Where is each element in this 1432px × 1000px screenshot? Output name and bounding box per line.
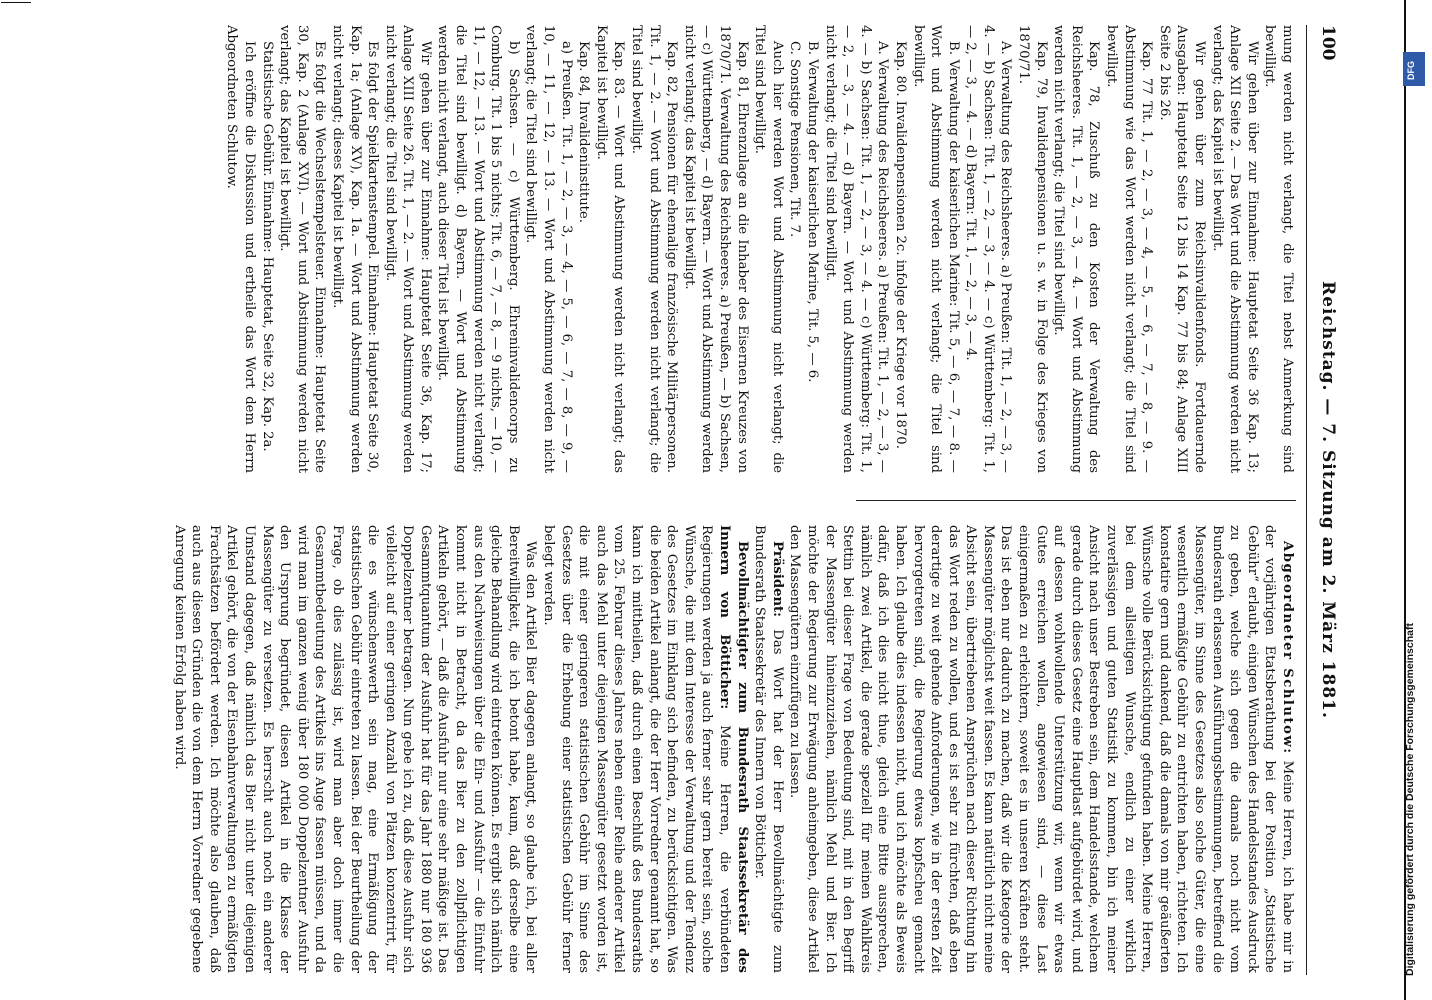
speech-boetticher-cont: Was den Artikel Bier dagegen anlangt, so glaube ich, bei aller Bereitwilligkeit, die ich betont habe, kaum, daß derselbe eine gleiche Behandlung wird eintreten können. Es ergibt sich nämlich aus den Nachweisungen über die Ein- und Ausfuhr — die Einfuhr kommt nicht in Betracht, da das Bier zu den zollpflichtigen Artikeln gehört, — daß die Ausfuhr nur eine sehr mäßige ist. Das Gesammtquantum der Ausfuhr hat für das Jahr 1880 nur 180 936 Doppelzentner betragen. Nun gebe ich zu, daß diese Ausfuhr sich vielleicht auf einer geringen Anzahl von Plätzen konzentrirt, für die es wünschenswerth sein mag, eine Ermäßigung der statistischen Gebühr eintreten zu lassen. Bei der Beurtheilung der Frage, ob dies zulässig ist, wird man aber doch immer die Gesammtbedeutung des Artikels ins Auge fassen müssen, und da wird man im ganzen wenig über 180 000 Doppelzentner Ausfuhr den Ursprung begründet, diesen Artikel in die Klasse der Massengüter zu versetzen. Es herrscht auch noch ein anderer Umstand dagegen, daß nämlich das Bier nicht unter diejenigen Artikel gehört, die von der Eisenbahnverwaltungen zu ermäßigten Frachtsätzen befördert werden. Ich möchte also glauben, daß auch aus diesen Gründen die von dem Herrn Vorredner gegebene Anregung keinen Erfolg haben wird. [171,525,539,973]
left-paragraph: Auch hier werden Wort und Abstimmung nicht verlangt; die Titel sind bewilligt. [752,25,785,473]
left-paragraph: Kap. 78, Zuschuß zu den Kosten der Verwaltung des Reichsheeres. Tit. 1, — 2, — 3, — 4. — Wort und Abstimmung werden nicht verlangt; die Titel sind bewilligt. [1051,25,1102,473]
dfg-logo-text: DFG [1406,61,1416,80]
speech-schlutow-text: Meine Herren, ich habe mir in der vorjährigen Etatsberathung bei der Position „Statistische Gebühr“ erlaubt, einigen Wünschen des Handelsstandes Ausdruck zu geben, welche sich gegen die damals noch nicht vom Bundesrath erlassenen Ausführungsbestimmungen, betreffend die Massengüter, im Sinne des Gesetzes also solche Güter, die eine wesentlich ermäßigte Gebühr zu entrichten haben, richteten. Ich konstatire gern und dankend, daß die damals von mir geäußerten Wünsche volle Berücksichtigung gefunden haben. Meine Herren, bei dem allseitigen Wunsche, endlich zu einer wirklich zuverlässigen und guten Statistik zu kommen, bin ich meiner Ansicht nach unser Bestreben sein, dem Handelsstande, welchem gerade durch dieses Gesetz eine Hauptlast aufgebürdet wird, und auf dessen wohlwollende Unterstützung wir, wenn wir etwas Gutes erreichen wollen, angewiesen sind, — diese Last einigermaßen zu erleichtern, soweit es in unseren Kräften steht. Das ist eben nur dadurch zu machen, daß wir die Kategorie der Massengüter möglichst weit fassen. Es kann natürlich nicht meine Absicht sein, übertriebenen Ansprüchen nach dieser Richtung hin das Wort reden zu wollen, und es ist sehr zu fürchten, daß eben derartige zu weit gehende Anforderungen, wie in der ersten Zeit hervorgetreten sind, die Regierung etwas kopfscheu gemacht haben. Ich glaube dies indessen nicht, und ich möchte als Beweis dafür, daß ich dies nicht thue, gleich eine Bitte aussprechen, nämlich zwei Artikel, die gerade speziell für meinen Wahlkreis Stettin bei dieser Frage von Bedeutung sind, mit in den Begriff der Massengüter hineinzuziehen, nämlich Mehl und Bier. Ich möchte der Regierung zur Erwägung anheimgeben, diese Artikel den Massengütern einzufügen zu lassen. [787,525,1295,973]
speaker-schlutow: Abgeordneter Schlutow: [1280,541,1295,755]
left-paragraph: B. Verwaltung der kaiserlichen Marine, Tit. 5, — 6. [804,41,820,383]
left-paragraph: Es folgt die Wechselstempelsteuer. Einnahme: Hauptetat Seite 30, Kap. 2 (Anlage XVI). — Wort und Abstimmung werden nicht verlangt; das Kapitel ist bewilligt. [277,25,328,473]
speech-schlutow [786,525,1296,973]
column-divider [856,500,1296,501]
digitization-note: Digitalisierung gefördert durch die Deutsche Forschungsgemeinschaft [1404,623,1416,976]
page-header [1306,25,1342,975]
left-paragraph: b) Sachsen. — c) Württemberg. Ehreninvalidencorps zu Comburg. Tit. 1 bis 5 nichts; Tit. 6, — 7, — 8, — 9 nichts, — 10, — 11, — 12, — 13. — Wort und Abstimmung werden nicht verlangt; die Titel sind bewilligt. d) Bayern. — Wort und Abstimmung werden nicht verlangt, auch dieser Titel ist bewilligt. [435,25,521,473]
page-number: 100 [1318,25,1338,61]
left-paragraph: Kap. 77 Tit. 1, — 2, — 3, — 4, — 5, — 6, — 7, — 8, — 9. — Abstimmung wie das Wort werden nicht verlangt; die Titel sind bewilligt. [1104,25,1155,473]
speech-president-text: Das Wort hat der Herr Bevollmächtigte zum Bundesrath Staatssekretär des Innern von Bötticher. [752,525,785,973]
left-paragraph: Wir gehen über zur Einnahme: Hauptetat Seite 36 Kap. 13; Anlage XII Seite 2. — Das Wort und die Abstimmung werden nicht verlangt; das Kapitel ist bewilligt. [1209,25,1260,473]
left-paragraph: a) Preußen. Tit. 1, — 2, — 3, — 4, — 5, — 6, — 7, — 8, — 9, — 10, — 11, — 12, — 13. — Wort und Abstimmung werden nicht verlangt; die Titel sind bewilligt. [523,25,574,473]
left-column [56,25,1296,473]
left-paragraph: Kap. 81, Ehrenzulage an die Inhaber des Eisernen Kreuzes von 1870/71. Verwaltung des Reichsheeres. a) Preußen, — b) Sachsen, — c) Württemberg, — d) Bayern. — Wort und Abstimmung werden nicht verlangt; das Kapitel ist bewilligt. [681,25,750,473]
speech-boetticher [539,525,750,973]
left-paragraph: Kap. 82, Pensionen für ehemalige französische Militärpersonen. Tit. 1, — 2. — Wort und Abstimmung werden nicht verlangt; die Titel sind bewilligt. [629,25,680,473]
scanned-page [40,0,1360,1000]
left-paragraph: B. Verwaltung der kaiserlichen Marine: Tit. 5, — 6, — 7, — 8. — Wort und Abstimmung werden nicht verlangt; die Titel sind bewilligt. [910,25,961,473]
left-paragraph: Statistische Gebühr. Einnahme: Hauptetat, Seite 32, Kap. 2a. [259,41,275,452]
dfg-logo [1403,52,1425,86]
header-rule [1306,25,1307,975]
speaker-boetticher: Bevollmächtigter zum Bundesrath Staatssekretär des Innern von Bötticher: [717,525,750,973]
speech-president [751,525,786,973]
left-paragraph: Kap. 79, Invalidenpensionen u. s. w. in Folge des Krieges von 1870/71. [1016,25,1049,473]
left-paragraph: Wir gehen über zur Einnahme: Hauptetat Seite 36, Kap. 17; Anlage XIII Seite 26. Tit. 1, — 2. — Wort und Abstimmung werden nicht verlangt; die Titel sind bewilligt. [382,25,433,473]
left-paragraph: Kap. 80. Invalidenpensionen 2c. infolge der Kriege vor 1870. [892,41,908,449]
left-paragraph: Wir gehen über zum Reichsinvalidenfonds. Fortdauernde Ausgaben: Hauptetat Seite 12 bis 14 Kap. 77 bis 84; Anlage XIII Seite 2 bis 26. [1156,25,1208,473]
page-title: Reichstag. — 7. Sitzung am 2. März 1881. [1318,281,1338,719]
left-paragraph: Kap. 83. — Wort und Abstimmung werden nicht verlangt; das Kapitel ist bewilligt. [593,25,627,473]
speech-boetticher-text: Meine Herren, die verbündeten Regierungen werden ja auch ferner sehr gern bereit sein, solche Wünsche, die mit dem Interesse der Verwaltung und der Tendenz des Gesetzes im Einklang sich befinden, zu berücksichtigen. Was die beiden Artikel anlangt, die der Herr Vorredner genannt hat, so kann ich mittheilen, daß durch einen Beschluß des Bundesraths vom 25. Februar dieses Jahres neben einer Reihe anderer Artikel auch das Mehl unter diejenigen Massengüter gesetzt worden ist, die mit einer geringeren statistischen Gebühr im Sinne des Gesetzes über die Erhebung einer statistischen Gebühr ferner belegt werden. [541,525,732,973]
scan-corner-mark [1,2,31,3]
left-paragraph: Es folgt der Spielkartenstempel. Einnahme: Hauptetat Seite 30, Kap. 1a; (Anlage XV), Kap. 1a. — Wort und Abstimmung werden nicht verlangt; dieses Kapitel ist bewilligt. [329,25,381,473]
left-paragraph: mung werden nicht verlangt, die Titel nebst Anmerkung sind bewilligt. [1262,25,1295,473]
speaker-president: Präsident: [769,541,785,618]
right-column [56,525,1296,973]
left-paragraph: A. Verwaltung des Reichsheeres. a) Preußen: Tit. 1, — 2, — 3, — 4. — b) Sachsen: Tit. 1, — 2, — 3, — 4. — c) Württemberg: Tit. 1, — 2, — 3, — 4. — d) Bayern: Tit. 1, — 2, — 3, — 4. [963,25,1014,473]
left-paragraph: Ich eröffne die Diskussion und ertheile das Wort dem Herrn Abgeordneten Schlutow. [224,25,257,473]
left-paragraph: C. Sonstige Pensionen, Tit. 7. [787,41,803,238]
left-paragraph: Kap. 84, Invalideninstitute. [576,41,592,223]
left-paragraph: A. Verwaltung des Reichsheeres. a) Preußen: Tit. 1, — 2, — 3, — 4. — b) Sachsen: Tit. 1, — 2, — 3, — 4. — c) Württemberg: Tit. 1, — 2, — 3, — 4. — d) Bayern. — Wort und Abstimmung werden nicht verlangt; die Titel sind bewilligt. [822,25,891,473]
